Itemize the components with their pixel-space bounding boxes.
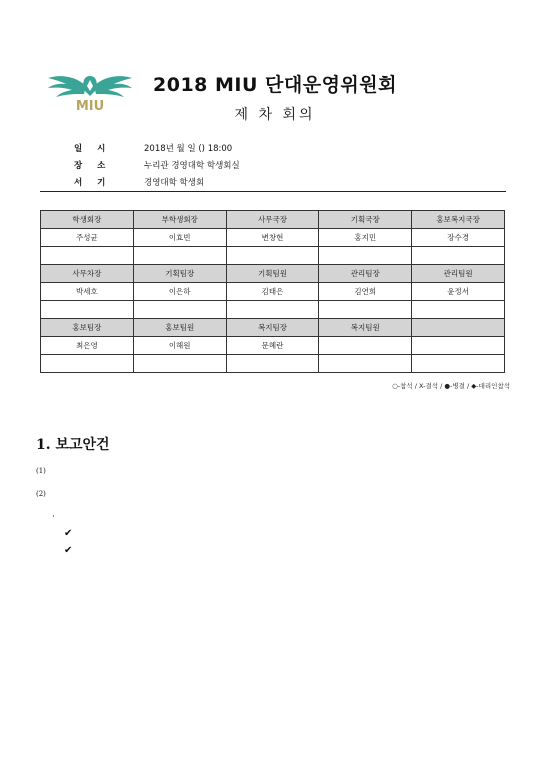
attendance-cell (412, 301, 505, 319)
table-row-attendance (41, 301, 505, 319)
attendance-cell (41, 247, 134, 265)
info-label: 장 소 (74, 161, 112, 171)
info-label: 일 시 (74, 144, 112, 154)
info-value: 2018년 월 일 () 18:00 (144, 144, 233, 154)
divider (40, 191, 506, 192)
name-cell: 김태은 (226, 283, 319, 301)
attendance-cell (226, 355, 319, 373)
role-cell: 복지팀원 (319, 319, 412, 337)
attendance-cell (412, 355, 505, 373)
attendance-cell (412, 247, 505, 265)
info-value: 누리관 경영대학 학생회실 (144, 161, 240, 171)
attendance-cell (41, 301, 134, 319)
role-cell (412, 319, 505, 337)
attendance-cell (226, 247, 319, 265)
role-cell: 관리팀장 (319, 265, 412, 283)
role-cell: 홍보복지국장 (412, 211, 505, 229)
name-cell: 김연희 (319, 283, 412, 301)
role-cell: 기획국장 (319, 211, 412, 229)
name-cell: 이해원 (133, 337, 226, 355)
info-label: 서 기 (74, 178, 112, 188)
agenda-item-2: (2) (36, 490, 46, 498)
attendance-cell (133, 301, 226, 319)
role-cell: 홍보팀원 (133, 319, 226, 337)
attendance-cell (319, 247, 412, 265)
check-icon: ✔ (64, 528, 73, 539)
check-icon: ✔ (64, 545, 73, 556)
role-cell: 부학생회장 (133, 211, 226, 229)
attendance-cell (41, 355, 134, 373)
attendance-cell (319, 301, 412, 319)
name-cell (412, 337, 505, 355)
name-cell: 주성균 (41, 229, 134, 247)
role-cell: 사무차장 (41, 265, 134, 283)
info-row-datetime (40, 142, 506, 159)
bullet-point: · (52, 512, 55, 522)
document-title: 2018 MIU 단대운영위원회 (153, 74, 397, 96)
name-cell: 윤정서 (412, 283, 505, 301)
info-value: 경영대학 학생회 (144, 178, 205, 188)
name-cell: 장수경 (412, 229, 505, 247)
agenda-item-1: (1) (36, 467, 46, 475)
meeting-subtitle: 제 차 회의 (234, 107, 316, 123)
meeting-info (40, 142, 506, 193)
name-cell: 홍지민 (319, 229, 412, 247)
attendance-cell (133, 355, 226, 373)
table-row (41, 337, 505, 355)
table-header-row (41, 319, 505, 337)
attendance-cell (226, 301, 319, 319)
name-cell: 문혜란 (226, 337, 319, 355)
table-header-row (41, 265, 505, 283)
name-cell (319, 337, 412, 355)
svg-text:MIU: MIU (75, 99, 105, 114)
name-cell: 이은하 (133, 283, 226, 301)
role-cell: 복지팀장 (226, 319, 319, 337)
info-row-place (40, 159, 506, 176)
attendance-cell (319, 355, 412, 373)
role-cell: 관리팀원 (412, 265, 505, 283)
name-cell: 최은영 (41, 337, 134, 355)
name-cell: 박세호 (41, 283, 134, 301)
table-row (41, 283, 505, 301)
section-title: 1. 보고안건 (36, 437, 110, 453)
attendance-table (40, 210, 505, 373)
table-row-attendance (41, 355, 505, 373)
role-cell: 홍보팀장 (41, 319, 134, 337)
role-cell: 기획팀원 (226, 265, 319, 283)
attendance-cell (133, 247, 226, 265)
role-cell: 학생회장 (41, 211, 134, 229)
name-cell: 변창현 (226, 229, 319, 247)
role-cell: 사무국장 (226, 211, 319, 229)
attendance-legend: ○-참석 / X-결석 / ●-병결 / ◆-대리인참석 (392, 382, 510, 390)
table-row-attendance (41, 247, 505, 265)
name-cell: 이효빈 (133, 229, 226, 247)
role-cell: 기획팀장 (133, 265, 226, 283)
table-header-row (41, 211, 505, 229)
table-row (41, 229, 505, 247)
